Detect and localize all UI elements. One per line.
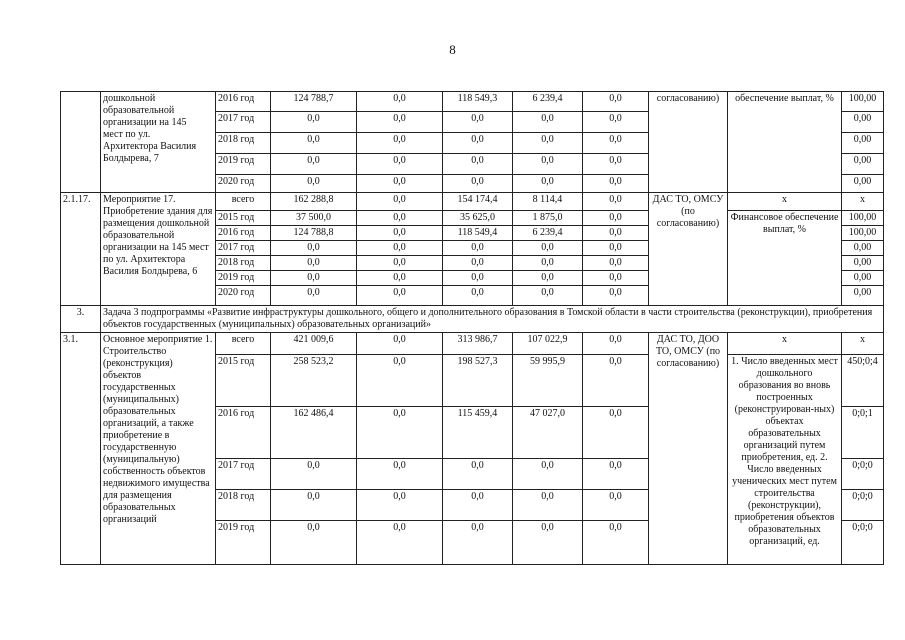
amount-cell: 118 549,3 <box>443 92 513 112</box>
amount-cell: 162 288,8 <box>271 193 357 211</box>
amount-cell: 0,0 <box>357 112 443 133</box>
year-cell: 2019 год <box>216 154 271 175</box>
table-row <box>61 193 884 211</box>
amount-cell: 198 527,3 <box>443 355 513 407</box>
amount-cell: 0,0 <box>357 286 443 306</box>
amount-cell: 0,0 <box>583 112 649 133</box>
amount-cell: 0,0 <box>583 459 649 490</box>
indicator-cell: обеспечение выплат, % <box>728 92 842 193</box>
year-cell: 2020 год <box>216 286 271 306</box>
amount-cell: 0,0 <box>583 271 649 286</box>
amount-cell: 0,0 <box>271 490 357 521</box>
amount-cell: 0,0 <box>443 175 513 193</box>
amount-cell: 0,0 <box>513 241 583 256</box>
indicator-value-cell: 0;0;1 <box>842 407 884 459</box>
year-cell: 2019 год <box>216 271 271 286</box>
responsible-cell: ДАС ТО, ДОО ТО, ОМСУ (по согласованию) <box>649 333 728 565</box>
table-row <box>61 333 884 355</box>
amount-cell: 6 239,4 <box>513 226 583 241</box>
indicator-cell: 1. Число введенных мест дошкольного образования во вновь построенных (реконструирован-ных) объектах образовательных организаций путем приобретения, ед. 2. Число введенных ученических мест путем строительства (реконструкции), приобретения объектов образовательных организаций, ед. <box>728 355 842 565</box>
amount-cell: 0,0 <box>513 459 583 490</box>
year-cell: 2018 год <box>216 256 271 271</box>
amount-cell: 37 500,0 <box>271 211 357 226</box>
row-number-cell: 3.1. <box>61 333 101 565</box>
amount-cell: 0,0 <box>357 407 443 459</box>
amount-cell: 0,0 <box>443 133 513 154</box>
year-cell: 2016 год <box>216 226 271 241</box>
amount-cell: 0,0 <box>357 355 443 407</box>
amount-cell: 0,0 <box>443 490 513 521</box>
indicator-value-cell: 0,00 <box>842 271 884 286</box>
indicator-cell: х <box>728 333 842 355</box>
amount-cell: 0,0 <box>357 490 443 521</box>
indicator-value-cell: 0,00 <box>842 286 884 306</box>
amount-cell: 0,0 <box>583 355 649 407</box>
amount-cell: 0,0 <box>443 459 513 490</box>
indicator-value-cell: 100,00 <box>842 226 884 241</box>
indicator-value-cell: 0,00 <box>842 175 884 193</box>
amount-cell: 0,0 <box>443 286 513 306</box>
activity-name-cell: Основное мероприятие 1. Строительство (реконструкция) объектов государственных (муниципальных) образовательных организаций, а также приобретение в государственную (муниципальную) собственность объектов недвижимого имущества для размещения образовательных организаций <box>101 333 216 565</box>
amount-cell: 154 174,4 <box>443 193 513 211</box>
page-number: 8 <box>449 42 456 57</box>
table-row <box>61 92 884 112</box>
indicator-value-cell: 0,00 <box>842 256 884 271</box>
indicator-value-cell: х <box>842 193 884 211</box>
year-cell: 2015 год <box>216 211 271 226</box>
amount-cell: 0,0 <box>357 256 443 271</box>
amount-cell: 0,0 <box>357 193 443 211</box>
amount-cell: 0,0 <box>443 256 513 271</box>
indicator-value-cell: 0;0;0 <box>842 490 884 521</box>
amount-cell: 0,0 <box>357 521 443 565</box>
amount-cell: 6 239,4 <box>513 92 583 112</box>
amount-cell: 0,0 <box>443 521 513 565</box>
responsible-cell: согласованию) <box>649 92 728 193</box>
amount-cell: 0,0 <box>357 154 443 175</box>
amount-cell: 0,0 <box>271 112 357 133</box>
amount-cell: 0,0 <box>583 133 649 154</box>
row-number-cell: 2.1.17. <box>61 193 101 306</box>
amount-cell: 0,0 <box>271 459 357 490</box>
responsible-cell: ДАС ТО, ОМСУ (по согласованию) <box>649 193 728 306</box>
indicator-value-cell: 100,00 <box>842 211 884 226</box>
activity-name-line: мест по ул. <box>103 129 151 140</box>
amount-cell: 0,0 <box>443 112 513 133</box>
activity-name-line: Болдырева, 7 <box>103 153 159 164</box>
year-cell: 2018 год <box>216 490 271 521</box>
amount-cell: 35 625,0 <box>443 211 513 226</box>
amount-cell: 107 022,9 <box>513 333 583 355</box>
year-cell: всего <box>216 333 271 355</box>
amount-cell: 0,0 <box>271 175 357 193</box>
indicator-value-cell: 450;0;4 <box>842 355 884 407</box>
amount-cell: 0,0 <box>583 92 649 112</box>
year-cell: 2020 год <box>216 175 271 193</box>
amount-cell: 0,0 <box>443 241 513 256</box>
amount-cell: 124 788,7 <box>271 92 357 112</box>
amount-cell: 0,0 <box>583 490 649 521</box>
amount-cell: 0,0 <box>443 154 513 175</box>
amount-cell: 0,0 <box>583 226 649 241</box>
activity-name-cell: Мероприятие 17. Приобретение здания для размещения дошкольной образовательной организации на 145 мест по ул. Архитектора Василия Болдырева, 6 <box>101 193 216 306</box>
amount-cell: 0,0 <box>513 490 583 521</box>
amount-cell: 0,0 <box>513 175 583 193</box>
program-table <box>60 91 884 565</box>
amount-cell: 0,0 <box>271 133 357 154</box>
amount-cell: 0,0 <box>271 521 357 565</box>
amount-cell: 0,0 <box>513 256 583 271</box>
amount-cell: 0,0 <box>357 226 443 241</box>
indicator-value-cell: х <box>842 333 884 355</box>
amount-cell: 47 027,0 <box>513 407 583 459</box>
amount-cell: 0,0 <box>513 133 583 154</box>
indicator-value-cell: 0,00 <box>842 241 884 256</box>
amount-cell: 0,0 <box>271 154 357 175</box>
amount-cell: 0,0 <box>443 271 513 286</box>
amount-cell: 0,0 <box>513 286 583 306</box>
amount-cell: 0,0 <box>513 271 583 286</box>
amount-cell: 0,0 <box>513 521 583 565</box>
activity-name-line: дошкольной <box>103 93 156 104</box>
amount-cell: 0,0 <box>583 193 649 211</box>
amount-cell: 124 788,8 <box>271 226 357 241</box>
amount-cell: 0,0 <box>271 241 357 256</box>
amount-cell: 0,0 <box>583 333 649 355</box>
amount-cell: 8 114,4 <box>513 193 583 211</box>
amount-cell: 0,0 <box>357 133 443 154</box>
table-row <box>61 306 884 333</box>
amount-cell: 0,0 <box>513 112 583 133</box>
amount-cell: 0,0 <box>271 286 357 306</box>
amount-cell: 0,0 <box>583 241 649 256</box>
indicator-cell: Финансовое обеспечение выплат, % <box>728 211 842 306</box>
indicator-value-cell: 100,00 <box>842 92 884 112</box>
amount-cell: 0,0 <box>357 241 443 256</box>
indicator-cell: х <box>728 193 842 211</box>
amount-cell: 0,0 <box>583 154 649 175</box>
indicator-value-cell: 0;0;0 <box>842 521 884 565</box>
task-title-cell: Задача 3 подпрограммы «Развитие инфраструктуры дошкольного, общего и дополнительного образования в Томской области в части строительства (реконструкции), приобретения объектов государственных (муниципальных) образовательных организаций» <box>101 306 884 333</box>
activity-name-line: образовательной <box>103 105 175 116</box>
amount-cell: 0,0 <box>513 154 583 175</box>
activity-name-cell <box>101 92 216 193</box>
amount-cell: 59 995,9 <box>513 355 583 407</box>
year-cell: 2017 год <box>216 459 271 490</box>
amount-cell: 0,0 <box>357 271 443 286</box>
amount-cell: 0,0 <box>271 256 357 271</box>
year-cell: 2017 год <box>216 112 271 133</box>
year-cell: 2019 год <box>216 521 271 565</box>
indicator-value-cell: 0,00 <box>842 112 884 133</box>
year-cell: 2016 год <box>216 92 271 112</box>
amount-cell: 0,0 <box>271 271 357 286</box>
activity-name-line: организации на 145 <box>103 117 187 128</box>
row-number-cell <box>61 92 101 193</box>
amount-cell: 0,0 <box>357 333 443 355</box>
amount-cell: 0,0 <box>583 175 649 193</box>
amount-cell: 0,0 <box>583 211 649 226</box>
activity-name-line: Архитектора Василия <box>103 141 197 152</box>
year-cell: 2018 год <box>216 133 271 154</box>
amount-cell: 162 486,4 <box>271 407 357 459</box>
amount-cell: 118 549,4 <box>443 226 513 241</box>
amount-cell: 0,0 <box>583 256 649 271</box>
amount-cell: 0,0 <box>357 459 443 490</box>
indicator-value-cell: 0;0;0 <box>842 459 884 490</box>
amount-cell: 421 009,6 <box>271 333 357 355</box>
amount-cell: 0,0 <box>357 92 443 112</box>
amount-cell: 0,0 <box>583 286 649 306</box>
indicator-value-cell: 0,00 <box>842 154 884 175</box>
amount-cell: 0,0 <box>583 407 649 459</box>
amount-cell: 258 523,2 <box>271 355 357 407</box>
year-cell: 2015 год <box>216 355 271 407</box>
amount-cell: 313 986,7 <box>443 333 513 355</box>
amount-cell: 0,0 <box>357 175 443 193</box>
amount-cell: 115 459,4 <box>443 407 513 459</box>
year-cell: всего <box>216 193 271 211</box>
amount-cell: 0,0 <box>583 521 649 565</box>
indicator-value-cell: 0,00 <box>842 133 884 154</box>
year-cell: 2016 год <box>216 407 271 459</box>
amount-cell: 1 875,0 <box>513 211 583 226</box>
year-cell: 2017 год <box>216 241 271 256</box>
amount-cell: 0,0 <box>357 211 443 226</box>
row-number-cell: 3. <box>61 306 101 333</box>
